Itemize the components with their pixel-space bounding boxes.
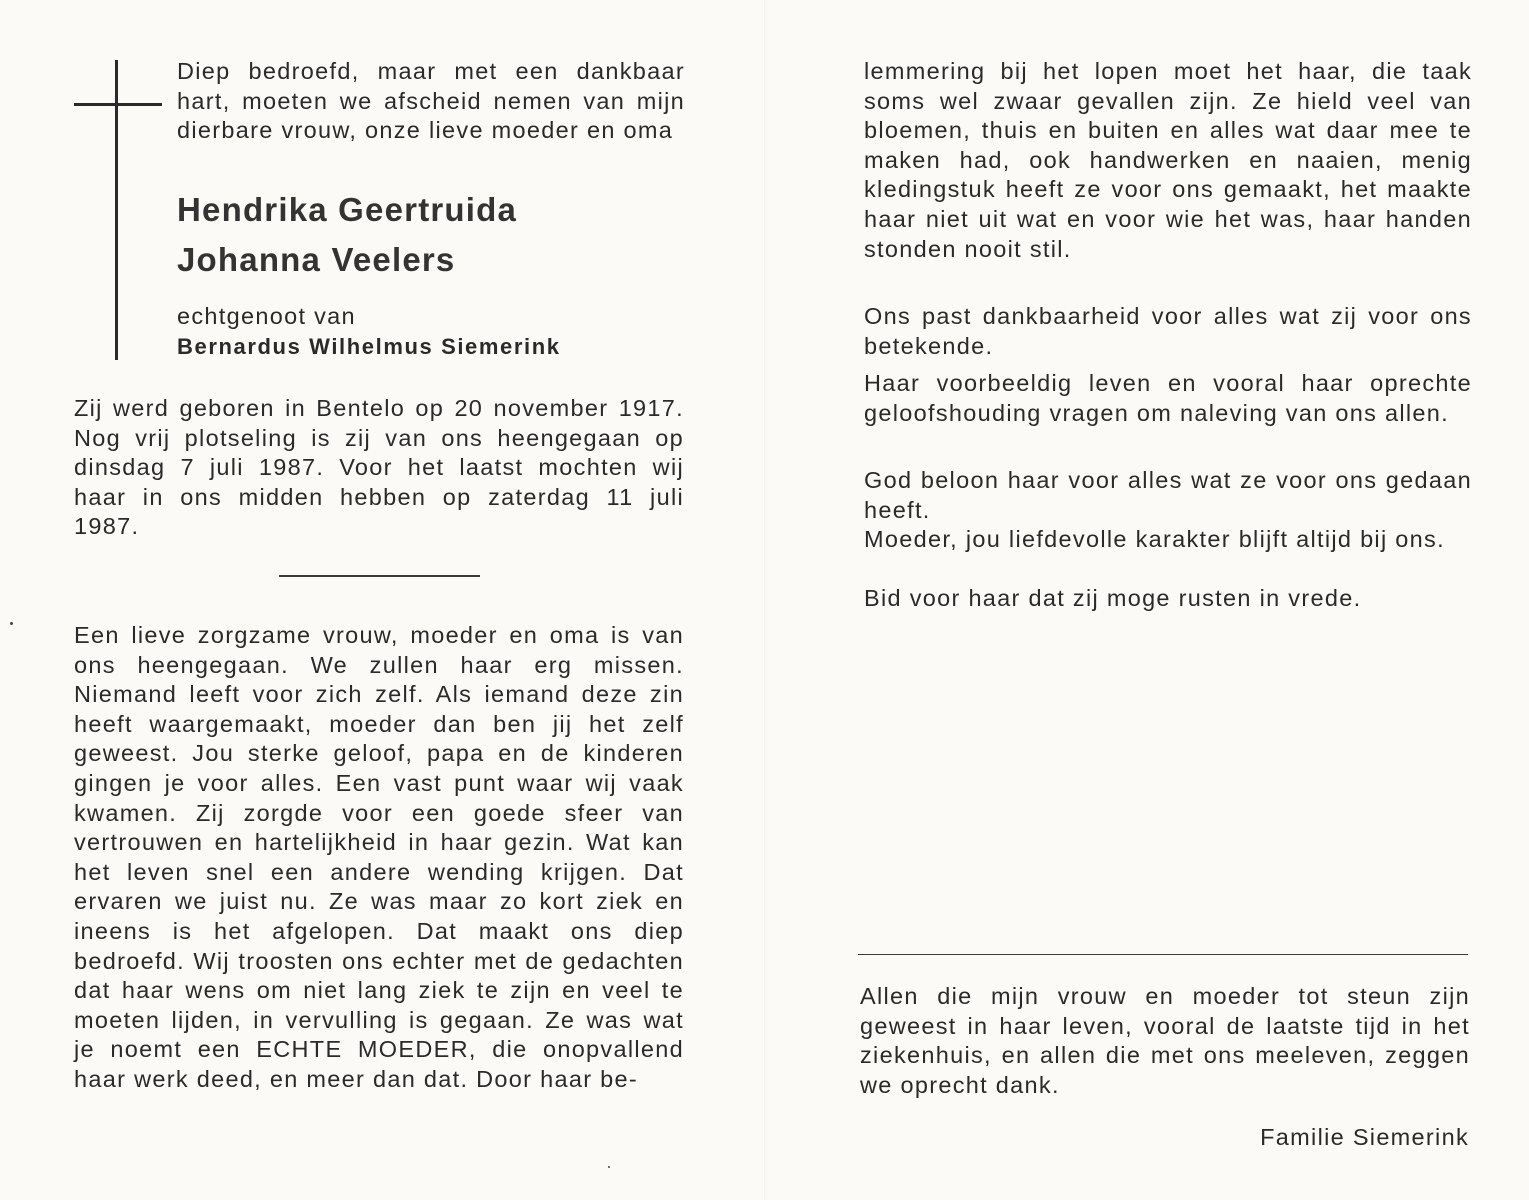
spouse-label: echtgenoot van (177, 303, 356, 329)
cross-horizontal-bar (74, 103, 162, 106)
family-signature: Familie Siemerink (1260, 1124, 1469, 1150)
intro-text: Diep bedroefd, maar met een dankbaar hart, moeten we afscheid nemen van mijn dierbare vrouw, onze lieve moeder en oma (177, 58, 685, 144)
birth-death-text: Zij werd geboren in Bentelo op 20 november 1917. Nog vrij plotseling is zij van ons heengegaan op dinsdag 7 juli 1987. Voor het laatst mochten wij haar in ons midden hebben op zaterdag 11 juli 1987. (74, 395, 684, 540)
blessing-text: God beloon haar voor alles wat ze voor ons gedaan heeft. (864, 467, 1472, 523)
tribute-text: Een lieve zorgzame vrouw, moeder en oma is van ons heengegaan. We zullen haar erg missen. Niemand leeft voor zich zelf. Als iemand deze zin heeft waargemaakt, moeder dan ben jij het zelf geweest. Jou sterke geloof, papa en de kinderen gingen je voor alles. Een vast punt waar wij vaak kwamen. Zij zorgde voor een goede sfeer van vertrouwen en hartelijkheid in haar gezin. Wat kan het leven snel een andere wending krijgen. Dat ervaren we juist nu. Ze was maar zo kort ziek en ineens is het afgelopen. Dat maakt ons diep bedroefd. Wij troosten ons echter met de gedachten dat haar wens om niet lang ziek te zijn en veel te moeten lijden, in vervulling is gegaan. Ze was wat je noemt een ECHTE MOEDER, die onopvallend haar werk deed, en meer dan dat. Door haar be- (74, 622, 684, 1092)
continuation-text: lemmering bij het lopen moet het haar, die taak soms wel zwaar gevallen zijn. Ze hield veel van bloemen, thuis en buiten en alles wat daar mee te maken had, ook handwerken en naaien, menig kledingstuk heeft ze voor ons gemaakt, het maakte haar niet uit wat en voor wie het was, haar handen stonden nooit stil. (864, 58, 1472, 262)
prayer-text: Bid voor haar dat zij moge rusten in vrede. (864, 585, 1362, 611)
thanks-text: Allen die mijn vrouw en moeder tot steun zijn geweest in haar leven, vooral de laatste tijd in het ziekenhuis, en allen die met ons meeleven, zeggen we oprecht dank. (860, 983, 1470, 1098)
deceased-name-last: Johanna Veelers (177, 241, 456, 278)
separator-right (858, 954, 1468, 955)
gratitude-text: Ons past dankbaarheid voor alles wat zij voor ons betekende. (864, 303, 1472, 359)
print-speck (608, 1166, 610, 1168)
deceased-name-first: Hendrika Geertruida (177, 191, 518, 228)
card-fold (764, 0, 765, 1200)
character-text: Moeder, jou liefdevolle karakter blijft altijd bij ons. (864, 526, 1445, 552)
separator-left (279, 575, 480, 577)
print-speck (10, 622, 13, 625)
example-text: Haar voorbeeldig leven en vooral haar oprechte geloofshouding vragen om naleving van ons allen. (864, 370, 1472, 426)
spouse-name: Bernardus Wilhelmus Siemerink (177, 334, 561, 359)
